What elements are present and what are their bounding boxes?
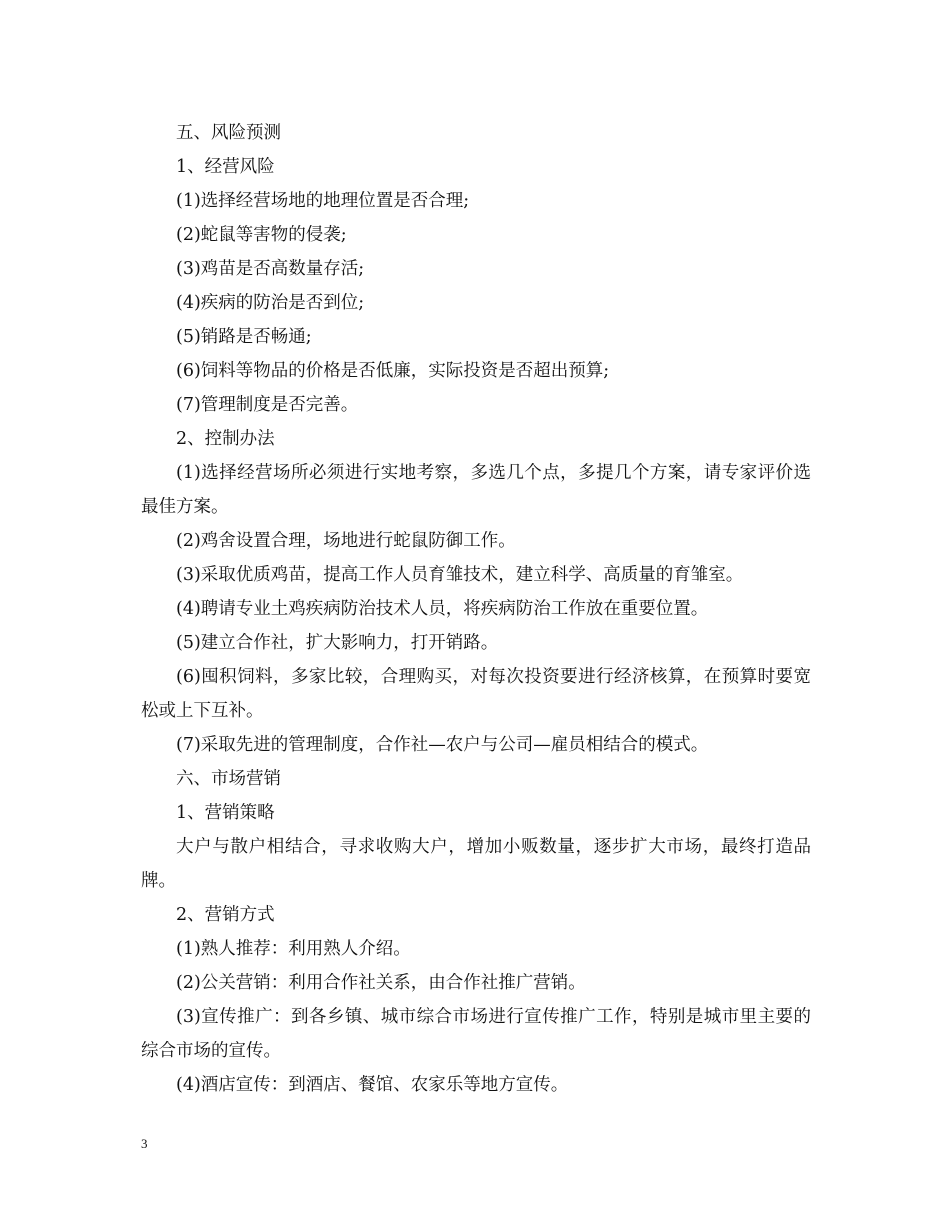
- list-item: (2)鸡舍设置合理，场地进行蛇鼠防御工作。: [176, 531, 516, 551]
- body-paragraph: 大户与散户相结合，寻求收购大户，增加小贩数量，逐步扩大市场，最终打造品牌。: [141, 837, 811, 891]
- subheading-control-methods: 2、控制办法: [176, 429, 275, 449]
- list-item: (2)蛇鼠等害物的侵袭;: [176, 225, 347, 245]
- list-item: (3)采取优质鸡苗，提高工作人员育雏技术，建立科学、高质量的育雏室。: [176, 565, 744, 585]
- list-item: (4)聘请专业土鸡疾病防治技术人员，将疾病防治工作放在重要位置。: [176, 599, 709, 619]
- subheading-marketing-methods: 2、营销方式: [176, 905, 275, 925]
- list-item: (4)疾病的防治是否到位;: [176, 293, 365, 313]
- list-item: (2)公关营销：利用合作社关系，由合作社推广营销。: [176, 973, 586, 993]
- list-item: (5)建立合作社，扩大影响力，打开销路。: [176, 633, 499, 653]
- section-heading-marketing: 六、市场营销: [176, 769, 281, 789]
- list-item: (3)鸡苗是否高数量存活;: [176, 259, 365, 279]
- list-item: (3)宣传推广：到各乡镇、城市综合市场进行宣传推广工作，特别是城市里主要的综合市场的宣传。: [141, 1007, 811, 1061]
- list-item: (7)管理制度是否完善。: [176, 395, 359, 415]
- list-item: (6)囤积饲料，多家比较，合理购买，对每次投资要进行经济核算，在预算时要宽松或上下互补。: [141, 667, 811, 721]
- page-number: 3: [141, 1136, 148, 1151]
- section-heading-risk: 五、风险预测: [176, 123, 281, 143]
- list-item: (1)选择经营场地的地理位置是否合理;: [176, 191, 470, 211]
- subheading-marketing-strategy: 1、营销策略: [176, 803, 275, 823]
- list-item: (1)选择经营场所必须进行实地考察，多选几个点，多提几个方案，请专家评价选最佳方案。: [141, 463, 811, 517]
- page-content: [141, 116, 811, 1102]
- list-item: (7)采取先进的管理制度，合作社—农户与公司—雇员相结合的模式。: [176, 735, 709, 755]
- list-item: (1)熟人推荐：利用熟人介绍。: [176, 939, 411, 959]
- list-item: (4)酒店宣传：到酒店、餐馆、农家乐等地方宣传。: [176, 1075, 569, 1095]
- list-item: (6)饲料等物品的价格是否低廉，实际投资是否超出预算;: [176, 361, 610, 381]
- subheading-business-risk: 1、经营风险: [176, 157, 275, 177]
- list-item: (5)销路是否畅通;: [176, 327, 312, 347]
